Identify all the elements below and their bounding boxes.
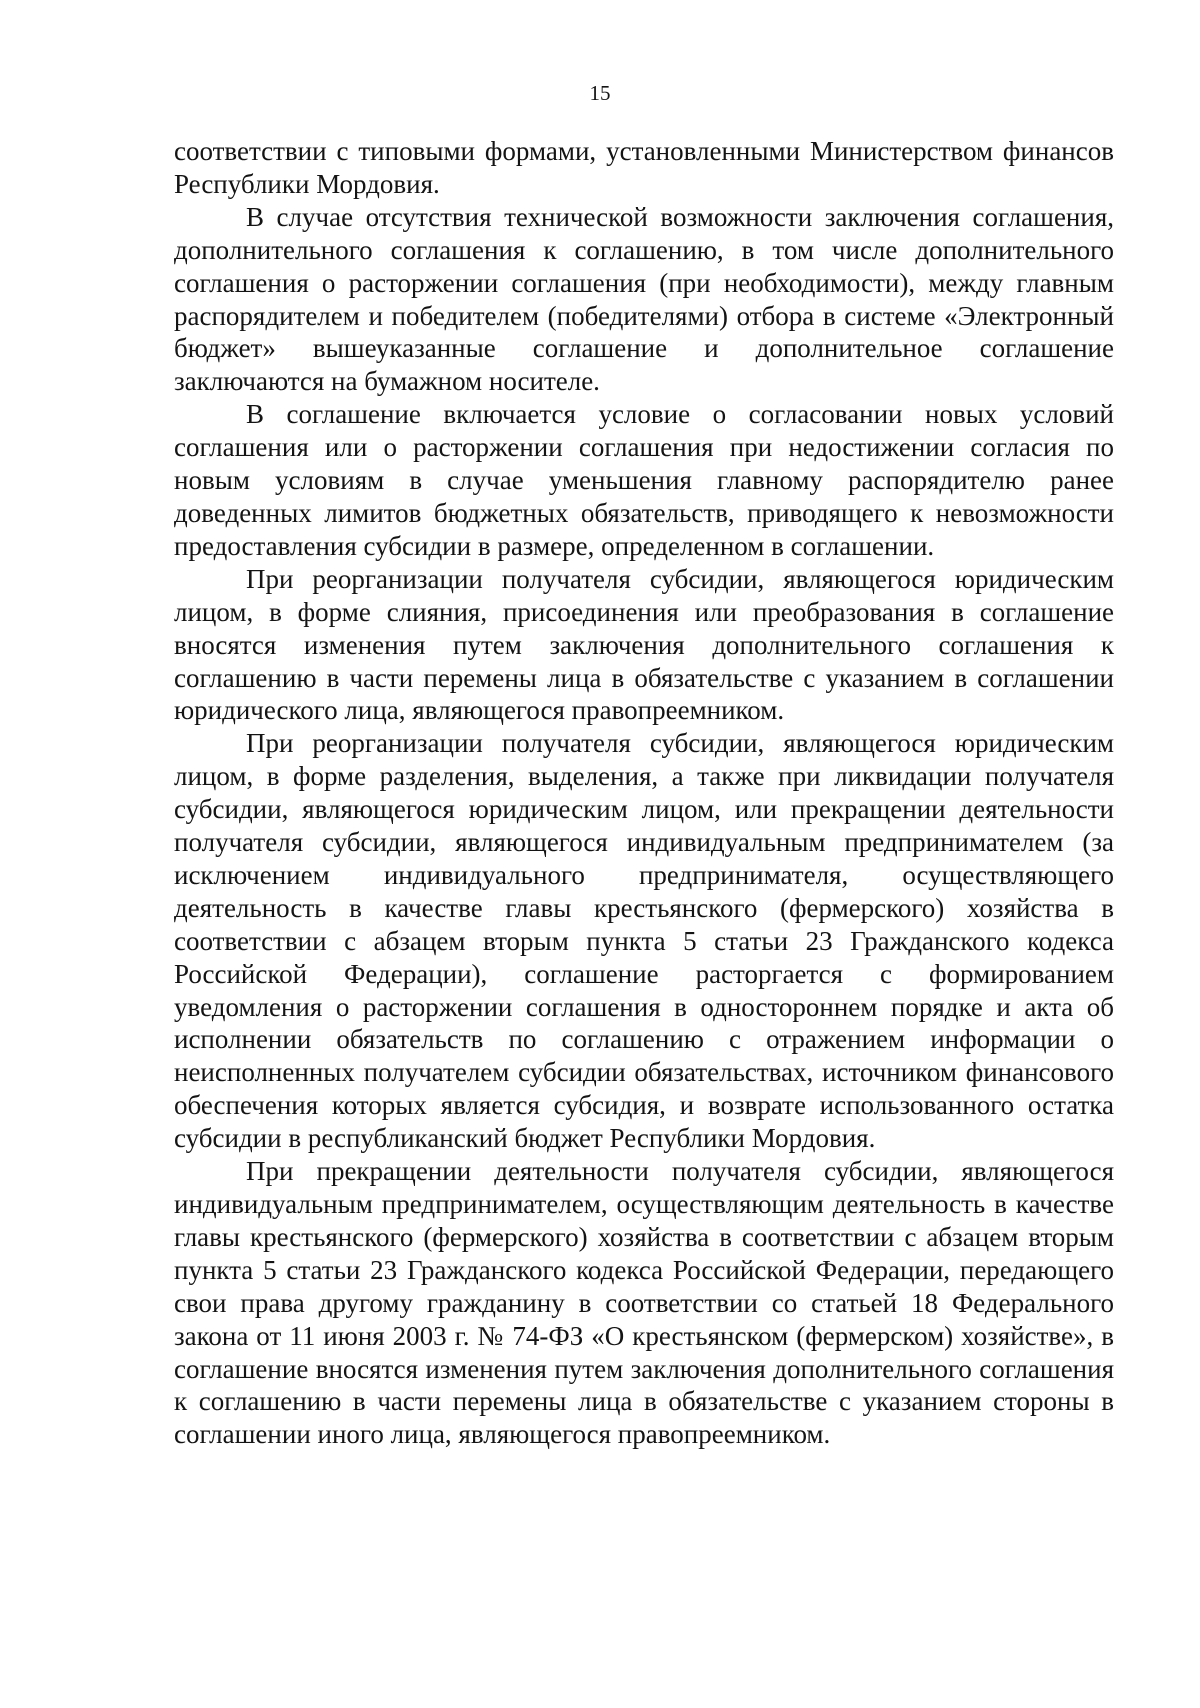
page-number: 15 [589, 81, 611, 105]
paragraph-reorganization-merger: При реорганизации получателя субсидии, являющегося юридическим лицом, в форме слияния, присоединения или преобразования в соглашение вносятся изменения путем заключения дополнительного соглашения к соглашению в части перемены лица в обязательстве с указанием в соглашении юридического лица, являющегося правопреемником. [174, 563, 1114, 726]
document-body [174, 135, 1114, 1451]
paragraph-reorganization-division: При реорганизации получателя субсидии, являющегося юридическим лицом, в форме разделения, выделения, а также при ликвидации получателя субсидии, являющегося юридическим лицом, или прекращении деятельности получателя субсидии, являющегося индивидуальным предпринимателем (за исключением индивидуального предпринимателя, осуществляющего деятельность в качестве главы крестьянского (фермерского) хозяйства в соответствии с абзацем вторым пункта 5 статьи 23 Гражданского кодекса Российской Федерации), соглашение расторгается с формированием уведомления о расторжении соглашения в одностороннем порядке и акта об исполнении обязательств по соглашению с отражением информации о неисполненных получателем субсидии обязательствах, источником финансового обеспечения которых является субсидия, и возврате использованного остатка субсидии в республиканский бюджет Республики Мордовия. [174, 728, 1114, 1154]
paragraph-new-conditions: В соглашение включается условие о согласовании новых условий соглашения или о расторжении соглашения при недостижении согласия по новым условиям в случае уменьшения главному распорядителю ранее доведенных лимитов бюджетных обязательств, приводящего к невозможности предоставления субсидии в размере, определенном в соглашении. [174, 399, 1114, 561]
paragraph-continuation: соответствии с типовыми формами, установленными Министерством финансов Республики Мордовия. [174, 136, 1114, 199]
paragraph-farm-head-termination: При прекращении деятельности получателя субсидии, являющегося индивидуальным предпринимателем, осуществляющим деятельность в качестве главы крестьянского (фермерского) хозяйства в соответствии с абзацем вторым пункта 5 статьи 23 Гражданского кодекса Российской Федерации, передающего свои права другому гражданину в соответствии со статьей 18 Федерального закона от 11 июня 2003 г. № 74-ФЗ «О крестьянском (фермерском) хозяйстве», в соглашение вносятся изменения путем заключения дополнительного соглашения к соглашению в части перемены лица в обязательстве с указанием стороны в соглашении иного лица, являющегося правопреемником. [174, 1156, 1114, 1450]
paragraph-paper-agreement: В случае отсутствия технической возможности заключения соглашения, дополнительного соглашения к соглашению, в том числе дополнительного соглашения о расторжении соглашения (при необходимости), между главным распорядителем и победителем (победителями) отбора в системе «Электронный бюджет» вышеуказанные соглашение и дополнительное соглашение заключаются на бумажном носителе. [174, 201, 1114, 397]
